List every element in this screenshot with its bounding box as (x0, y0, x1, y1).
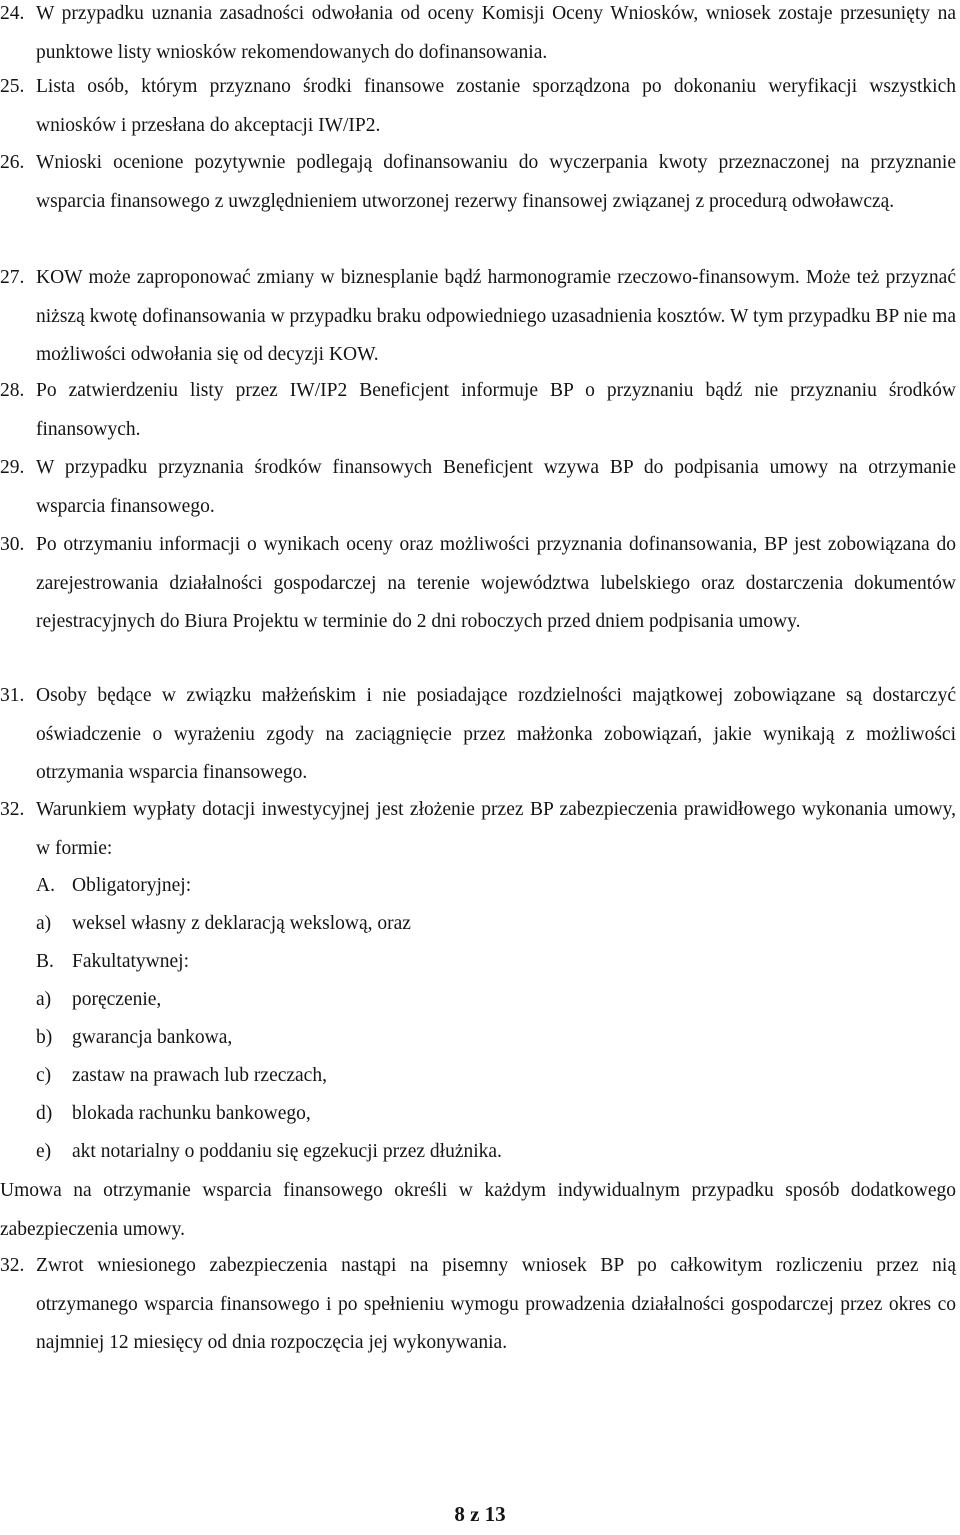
list-text: weksel własny z deklaracją wekslową, oraz (72, 913, 411, 934)
list-marker: A. (36, 875, 55, 896)
page-number: 8 z 13 (454, 1502, 506, 1526)
list-item (0, 791, 956, 868)
list-marker: e) (36, 1141, 52, 1162)
list-item (0, 144, 956, 221)
list-marker: d) (36, 1103, 53, 1124)
item-number: 31. (0, 685, 25, 706)
list-item (0, 259, 956, 375)
item-number: 24. (0, 3, 25, 24)
security-form-heading (36, 943, 189, 982)
list-text: poręczenie, (72, 989, 162, 1010)
list-item (0, 1247, 956, 1363)
list-item (0, 0, 956, 72)
list-text: zastaw na prawach lub rzeczach, (72, 1065, 327, 1086)
list-text: blokada rachunku bankowego, (72, 1103, 311, 1124)
list-marker: a) (36, 989, 52, 1010)
item-text: Wnioski ocenione pozytywnie podlegają dofinansowaniu do wyczerpania kwoty przeznaczonej na przyznanie wsparcia finansowego z uwzględnieniem utworzonej rezerwy finansowej związanej z procedurą odwoławczą. (36, 152, 956, 212)
list-item (0, 677, 956, 793)
item-number: 25. (0, 76, 25, 97)
item-text: KOW może zaproponować zmiany w biznesplanie bądź harmonogramie rzeczowo-finansowym. Może też przyznać niższą kwotę dofinansowania w przypadku braku odpowiedniego uzasadnienia kosztów. W tym przypadku BP nie ma możliwości odwołania się od decyzji KOW. (36, 267, 956, 365)
item-number: 32. (0, 799, 25, 820)
list-text: Fakultatywnej: (72, 951, 189, 972)
item-number: 28. (0, 380, 25, 401)
item-text: Zwrot wniesionego zabezpieczenia nastąpi na pisemny wniosek BP po całkowitym rozliczeniu przez nią otrzymanego wsparcia finansowego i po spełnieniu wymogu prowadzenia działalności gospodarczej przez okres co najmniej 12 miesięcy od dnia rozpoczęcia jej wykonywania. (36, 1255, 956, 1353)
item-number: 29. (0, 457, 25, 478)
list-item (0, 526, 956, 642)
list-marker: B. (36, 951, 54, 972)
list-text: gwarancja bankowa, (72, 1027, 233, 1048)
list-text: Obligatoryjnej: (72, 875, 192, 896)
item-text: W przypadku uznania zasadności odwołania od oceny Komisji Oceny Wniosków, wniosek zostaje przesunięty na punktowe listy wniosków rekomendowanych do dofinansowania. (36, 3, 956, 63)
item-text: Po otrzymaniu informacji o wynikach oceny oraz możliwości przyznania dofinansowania, BP jest zobowiązana do zarejestrowania działalności gospodarczej na terenie województwa lubelskiego oraz dostarczenia dokumentów rejestracyjnych do Biura Projektu w terminie do 2 dni roboczych przed dniem podpisania umowy. (36, 534, 956, 632)
security-form-item (36, 981, 161, 1020)
security-form-item (36, 1019, 232, 1058)
closing-paragraph: Umowa na otrzymanie wsparcia finansowego określi w każdym indywidualnym przypadku sposób dodatkowego zabezpieczenia umowy. (0, 1180, 956, 1240)
list-text: akt notarialny o poddaniu się egzekucji przez dłużnika. (72, 1141, 502, 1162)
item-text: Po zatwierdzeniu listy przez IW/IP2 Beneficjent informuje BP o przyznaniu bądź nie przyznaniu środków finansowych. (36, 380, 956, 440)
list-marker: b) (36, 1027, 53, 1048)
list-item (0, 449, 956, 526)
item-text: Lista osób, którym przyznano środki finansowe zostanie sporządzona po dokonaniu weryfikacji wszystkich wniosków i przesłana do akceptacji IW/IP2. (36, 76, 956, 136)
list-marker: a) (36, 913, 52, 934)
item-text: W przypadku przyznania środków finansowych Beneficjent wzywa BP do podpisania umowy na otrzymanie wsparcia finansowego. (36, 457, 956, 517)
security-form-item (36, 1133, 502, 1172)
item-number: 30. (0, 534, 25, 555)
item-number: 26. (0, 152, 25, 173)
security-form-item (36, 1057, 327, 1096)
security-form-item (36, 1095, 311, 1134)
security-form-heading (36, 867, 191, 906)
item-number: 27. (0, 267, 25, 288)
item-text: Osoby będące w związku małżeńskim i nie posiadające rozdzielności majątkowej zobowiązane są dostarczyć oświadczenie o wyrażeniu zgody na zaciągnięcie przez małżonka zobowiązań, jakie wynikają z możliwości otrzymania wsparcia finansowego. (36, 685, 956, 783)
security-form-item (36, 905, 411, 944)
item-number: 32. (0, 1255, 25, 1276)
list-marker: c) (36, 1065, 52, 1086)
list-item (0, 68, 956, 145)
list-item (0, 372, 956, 449)
item-text: Warunkiem wypłaty dotacji inwestycyjnej jest złożenie przez BP zabezpieczenia prawidłowego wykonania umowy, w formie: (36, 799, 956, 859)
